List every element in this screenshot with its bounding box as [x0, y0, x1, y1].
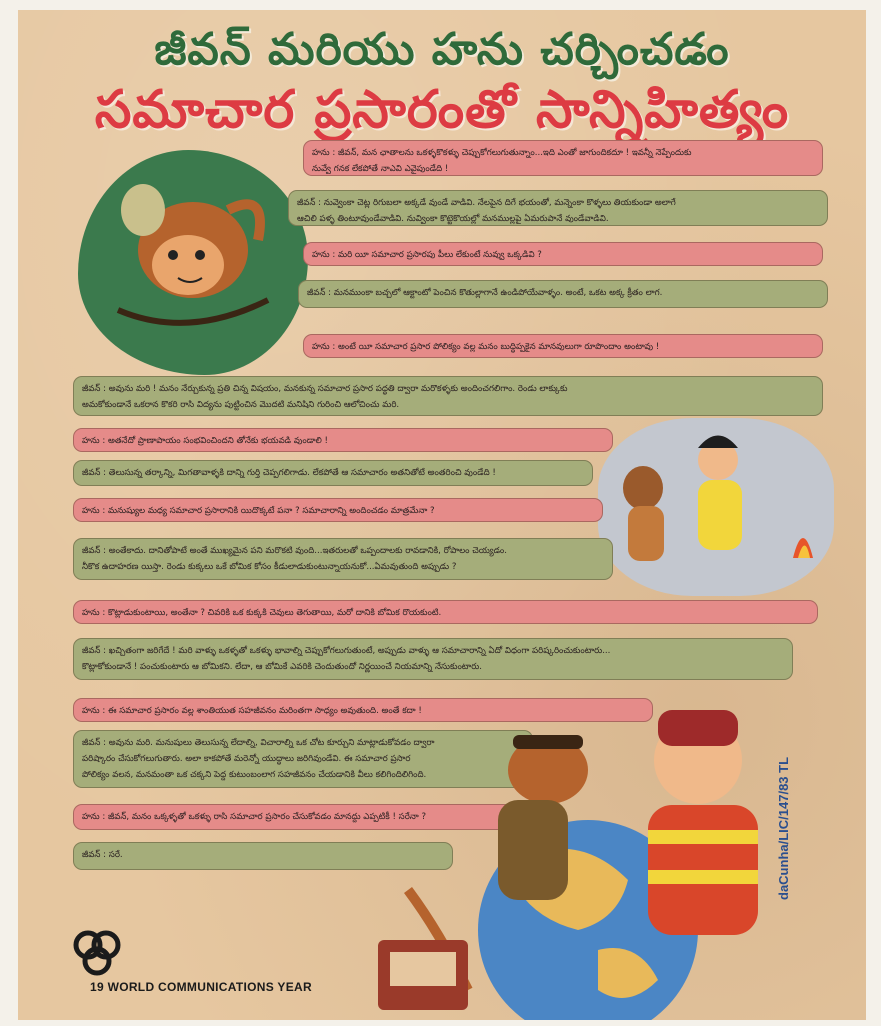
caveman-fire-icon: [598, 418, 834, 596]
bubble-line: హను : జీవన్, మనం ఒక్కళ్ళతో ఒకళ్ళు రాసి సమాచార ప్రసారం చేసుకోవడం మానద్దు ఎప్పటికీ ! సరేనా ?: [82, 812, 427, 822]
communications-year-text: 19 WORLD COMMUNICATIONS YEAR: [90, 980, 312, 994]
bubble-line: పరిష్కారం చేసుకోగలుగుతారు. అలా కాకపోతే మరెన్నో యుద్ధాలు జరిగివుండేవి. ఈ సమాచార ప్రసార: [82, 754, 411, 764]
jeevan-bubble-6: [73, 638, 793, 680]
bubble-line: జీవన్ : నువ్వెంకా చెట్ల రిగుబలా అక్కడే వుండే వాడివి. నేలపైన దిగే భయంతో, మన్నెంకా కొళ్ళలు తియకుండా అలాగే: [297, 198, 676, 208]
bubble-line: జీవన్ : తెలుసున్న తర్కాన్ని, మిగతావాళ్ళకి దాన్ని గుర్తి చెప్పగలిగాడు. లేకపోతే ఆ సమాచారం అతనితోటే అంతరించి వుండేది !: [82, 468, 496, 478]
bubble-line: హను : జీవన్, మన ఛాతాలను ఒకళ్ళకొకళ్ళు చెప్పుకోగలుగుతున్నాం...ఇది ఎంతో జాగుందికదూ ! ఇవన్నీ నెప్పేందుకు: [312, 148, 692, 158]
bubble-line: కొట్లాకోకుండానే ! పంచుకుంటారు ఆ బోమికని. లేదా, ఆ బోమికే ఎవరికి చెందుతుందో నిర్ణయించే నియమాన్ని నేసుకుంటారు.: [82, 662, 482, 672]
jeevan-bubble-4: [73, 460, 593, 486]
hanu-bubble-1: [303, 140, 823, 176]
hanu-bubble-3: [303, 334, 823, 358]
bubble-line: జీవన్ : ఖచ్చితంగా జరిగేదే ! మరి వాళ్ళు ఒకళ్ళతో ఒకళ్ళు భావాల్ని చెప్పుకోగలుగుతుంటే, అప్పుడు వాళ్ళు ఆ సమాచారాన్ని ఏదో విధంగా పరిష్కరించుకుంటారు...: [82, 646, 611, 656]
bubble-line: అమకోకుండానే ఒకరాన కొకరి రాసి విద్యను పుట్టించిన మొదటి మనిషిని గురించి ఆలోచించు మరి.: [82, 400, 400, 410]
jeevan-bubble-3: [73, 376, 823, 416]
bubble-line: హను : మరి యీ సమాచార ప్రసారపు పీలు లేకుంటే నువ్వు ఒక్కడివి ?: [312, 250, 542, 260]
bubble-line: నువ్వే గనక లేకపోతే నాఎవి ఎవైపుండేది !: [312, 164, 449, 174]
hanu-bubble-6: [73, 600, 818, 624]
bubble-line: జీవన్ : సరే.: [82, 850, 123, 860]
caveman-illustration-cloud: [598, 418, 834, 596]
bubble-line: ఆచిలి పళ్ళ తింటూవుండేవాడివి. నువ్వింకా కొట్టెకొయల్లో మనముల్లపై ఏమరుపానే వుండేవాడివి.: [297, 214, 609, 224]
bubble-line: హను : అంటే యీ సమాచార ప్రసార పోలిక్యం వల్ల మనం బుద్ధిప్పకైన మానవులుగా రూపొందాం అంటావు !: [312, 342, 660, 352]
jeevan-bubble-2: [298, 280, 828, 308]
bubble-line: జీవన్ : అంతేకాదు. దానితోపాటే అంతే ముఖ్యమైన పని మరొకటి వుంది...ఇతరులతో ఒప్పందాలకు రావడానికి, రోపాలం చెయ్యడం.: [82, 546, 507, 556]
bubble-line: నీకొక ఉదాహరణ యిస్తా. రెండు కుక్కలు ఒకే బోమిక కోసం కీడులాడుకుంటున్నాయనుకో...ఏమవుతుంది అప్పుడు ?: [82, 562, 457, 572]
bubble-line: హను : కొట్లాడుకుంటాయి, అంతేనా ? చివరికి ఒక కుక్కకి చెవులు తెగుతాయి, మరో దానికి బోమిక రొయకుంటి.: [82, 608, 442, 618]
radio-icon: [378, 940, 468, 1010]
hanu-bubble-4: [73, 428, 613, 452]
hanu-bubble-5: [73, 498, 603, 522]
communications-year-logo: [68, 925, 128, 980]
bubble-line: హను : ఈ సమాచార ప్రసారం వల్ల శాంతియుత సహజీవనం మరింతగా సాధ్యం అవుతుంది. అంతే కదా !: [82, 706, 422, 716]
globe-scene-illustration: [348, 690, 848, 1020]
bubble-line: జీవన్ : అవును మరి. మనుషులు తెలుసున్న లేదాల్ని, విచారాల్ని ఒక చోట కూర్చుని మాట్లాడుకోవడం ద్వారా: [82, 738, 435, 748]
monkey-icon: [78, 150, 308, 375]
monkey-illustration-cloud: [78, 150, 308, 375]
bubble-line: హను : మనుష్యుల మధ్య సమాచార ప్రసారానికి యిదొక్కటే పనా ? సమాచారాన్ని అందించడం మాత్రమేనా ?: [82, 506, 435, 516]
bubble-line: జీవన్ : మనముంకా బచ్చలో ఆక్టాంటో పెంచిన కొతుల్లాగానే ఉండిపోయేవాళ్ళం. అంటే, ఒకట అక్క క్రీతం లాగ.: [307, 288, 663, 298]
advertisement-page: [18, 10, 866, 1020]
bubble-line: జీవన్ : అవును మరి ! మనం నేర్చుకున్న ప్రతి చిన్న విషయం, మనకున్న సమాచార ప్రసార పద్ధతి ద్వారా మరొకళ్ళకు అందించగలిగాం. రెండు లాక్కుకు: [82, 384, 568, 394]
heading-line-2: సమాచార ప్రసారంతో సాన్నిహిత్యం: [94, 80, 790, 140]
bubble-line: పోలిక్యం వలన, మనమంతా ఒక చక్కని పెద్ద కుటుంబంలాగ సహజీవనం చేయడానికి వీలు కలిగిందిలిగింది.: [82, 770, 427, 780]
boy-icon: [648, 710, 758, 935]
bubble-line: హను : అతనేదో ప్రాణాపాయం సంభవించిందని తోనేకు భయవడి వుండాలి !: [82, 436, 328, 446]
heading-line-1: జీవన్ మరియు హను చర్చించడం: [154, 24, 730, 75]
jeevan-bubble-5: [73, 538, 613, 580]
jeevan-bubble-1: [288, 190, 828, 226]
credit-text: daCunha/LIC/147/83 TL: [776, 756, 791, 900]
hanu-bubble-2: [303, 242, 823, 266]
